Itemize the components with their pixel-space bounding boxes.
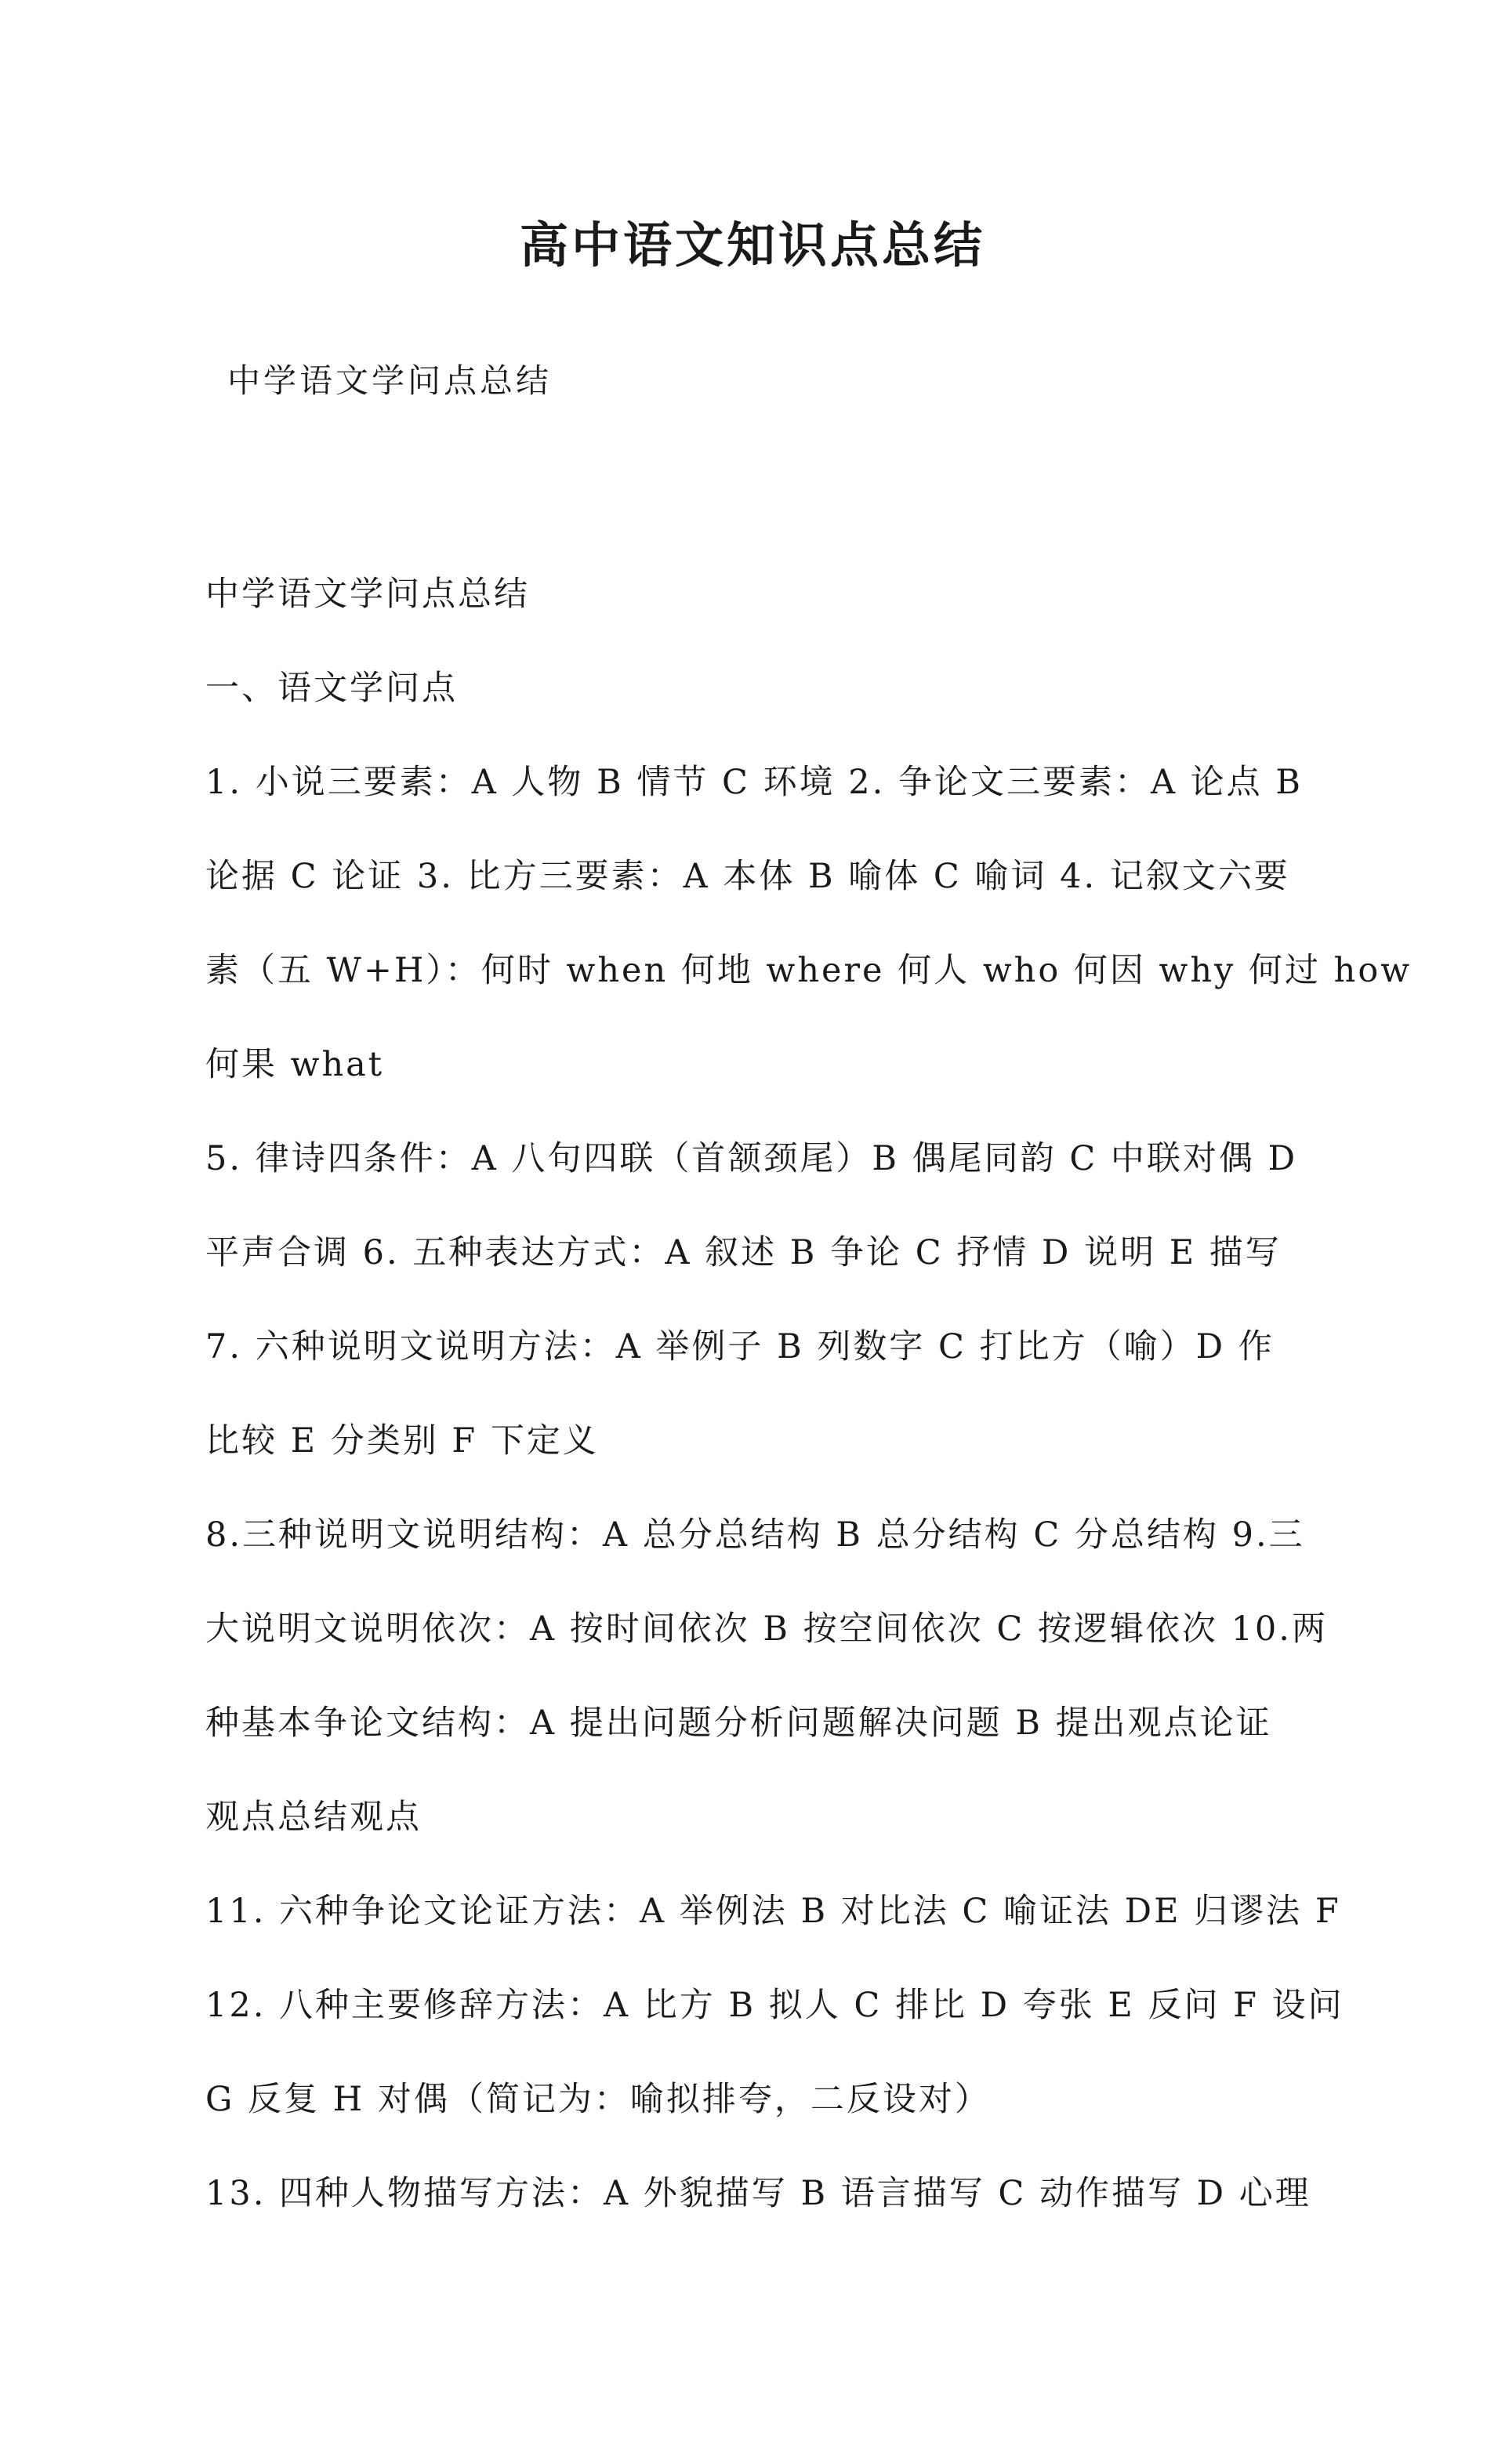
- document-title: 高中语文知识点总结: [519, 216, 985, 274]
- body-line: 素（五 W+H）：何时 when 何地 where 何人 who 何因 why 何过 how: [205, 951, 1413, 990]
- body-line: 大说明文说明依次：A 按时间依次 B 按空间依次 C 按逻辑依次 10.两: [205, 1609, 1328, 1649]
- body-line: 中学语文学问点总结: [205, 575, 530, 614]
- body-line: 11. 六种争论文论证方法：A 举例法 B 对比法 C 喻证法 DE 归谬法 F: [205, 1892, 1341, 1931]
- body-line: 12. 八种主要修辞方法：A 比方 B 拟人 C 排比 D 夸张 E 反问 F 设问: [205, 1986, 1344, 2025]
- body-line: 13. 四种人物描写方法：A 外貌描写 B 语言描写 C 动作描写 D 心理: [205, 2174, 1311, 2213]
- document-body: [205, 547, 1413, 2241]
- body-line: 平声合调 6. 五种表达方式：A 叙述 B 争论 C 抒情 D 说明 E 描写: [205, 1233, 1282, 1272]
- body-line: 8.三种说明文说明结构：A 总分总结构 B 总分结构 C 分总结构 9.三: [205, 1515, 1305, 1555]
- document-subtitle: 中学语文学问点总结: [227, 361, 553, 400]
- body-line: 观点总结观点: [205, 1798, 422, 1837]
- body-line: 1. 小说三要素：A 人物 B 情节 C 环境 2. 争论文三要素：A 论点 B: [205, 763, 1303, 802]
- section-heading: 一、语文学问点: [205, 669, 458, 708]
- body-line: 5. 律诗四条件：A 八句四联（首颔颈尾）B 偶尾同韵 C 中联对偶 D: [205, 1139, 1298, 1178]
- body-line: 种基本争论文结构：A 提出问题分析问题解决问题 B 提出观点论证: [205, 1704, 1272, 1743]
- body-line: 论据 C 论证 3. 比方三要素：A 本体 B 喻体 C 喻词 4. 记叙文六要: [205, 857, 1290, 896]
- body-line: G 反复 H 对偶（简记为：喻拟排夸，二反设对）: [205, 2080, 991, 2119]
- body-line: 何果 what: [205, 1045, 385, 1084]
- body-line: 7. 六种说明文说明方法：A 举例子 B 列数字 C 打比方（喻）D 作: [205, 1327, 1275, 1366]
- body-line: 比较 E 分类别 F 下定义: [205, 1421, 599, 1461]
